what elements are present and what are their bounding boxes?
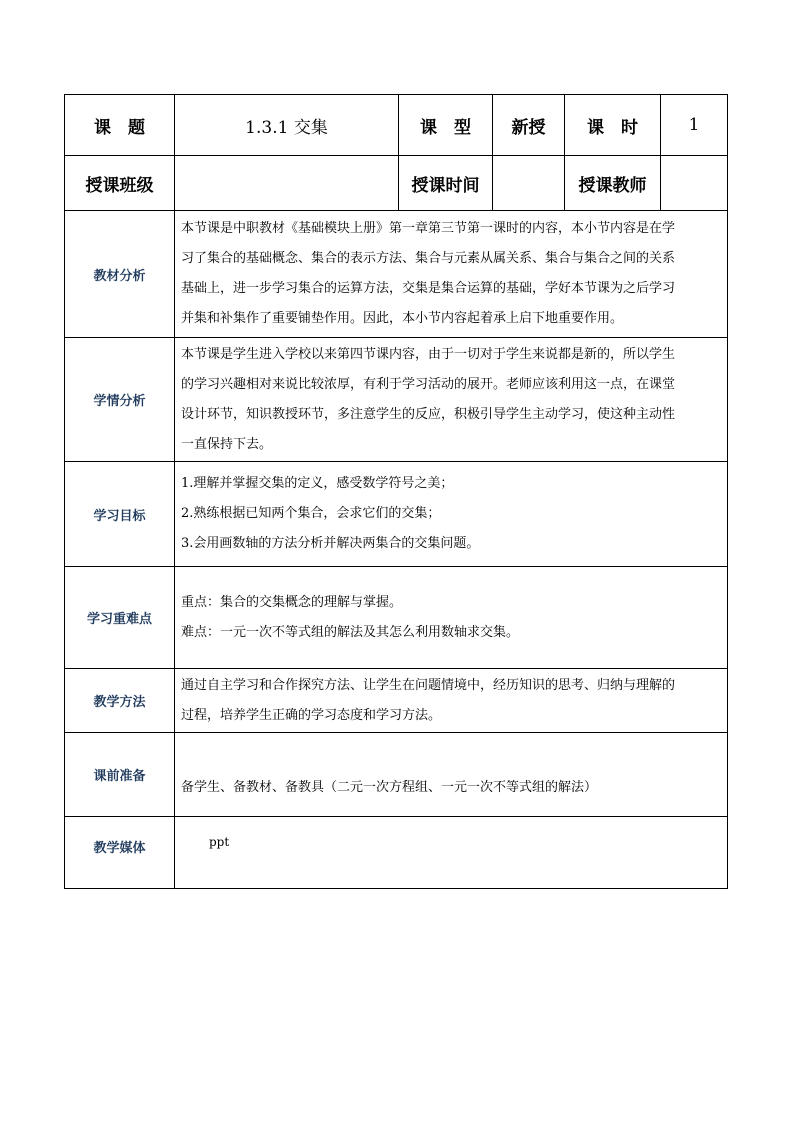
media-row: [65, 817, 728, 889]
method-label: 教学方法: [65, 669, 175, 733]
material-line: 习了集合的基础概念、集合的表示方法、集合与元素从属关系、集合与集合之间的关系: [181, 251, 676, 266]
prep-content: [175, 733, 728, 817]
method-row: [65, 669, 728, 733]
material-line: 本节课是中职教材《基础模块上册》第一章第三节第一课时的内容，本小节内容是在学: [181, 221, 676, 236]
topic-value: 1.3.1 交集: [175, 95, 399, 156]
time-value: [493, 156, 565, 211]
material-line: 基础上，进一步学习集合的运算方法，交集是集合运算的基础，学好本节课为之后学习: [181, 281, 676, 296]
goals-line: 3.会用画数轴的方法分析并解决两集合的交集问题。: [181, 536, 480, 551]
class-value: [175, 156, 399, 211]
hours-label: 课 时: [565, 95, 661, 156]
keypoints-content: [175, 567, 728, 669]
goals-row: [65, 462, 728, 567]
prep-line: 备学生、备教材、备教具（二元一次方程组、一元一次不等式组的解法）: [181, 779, 598, 795]
students-line: 的学习兴趣相对来说比较浓厚，有利于学习活动的展开。老师应该利用这一点，在课堂: [181, 376, 676, 392]
goals-label: 学习目标: [65, 462, 175, 567]
keypoints-line: 重点：集合的交集概念的理解与掌握。: [181, 594, 403, 610]
goals-line: 2.熟练根据已知两个集合，会求它们的交集；: [181, 506, 441, 521]
class-info-row: [65, 156, 728, 211]
material-label: 教材分析: [65, 211, 175, 338]
teacher-label: 授课教师: [565, 156, 661, 211]
class-label: 授课班级: [65, 156, 175, 211]
hours-value: 1: [661, 95, 728, 156]
teacher-value: [661, 156, 728, 211]
students-content: [175, 338, 728, 462]
method-line: 过程，培养学生正确的学习态度和学习方法。: [181, 707, 442, 723]
students-label: 学情分析: [65, 338, 175, 462]
media-label: 教学媒体: [65, 817, 175, 889]
material-line: 并集和补集作了重要铺垫作用。因此，本小节内容起着承上启下地重要作用。: [181, 311, 624, 326]
keypoints-label: 学习重难点: [65, 567, 175, 669]
goals-content: [175, 462, 728, 567]
prep-label: 课前准备: [65, 733, 175, 817]
header-row: [65, 95, 728, 156]
students-line: 本节课是学生进入学校以来第四节课内容，由于一切对于学生来说都是新的，所以学生: [181, 346, 676, 362]
method-line: 通过自主学习和合作探究方法、让学生在问题情境中，经历知识的思考、归纳与理解的: [181, 677, 676, 693]
time-label: 授课时间: [399, 156, 493, 211]
type-value: 新授: [493, 95, 565, 156]
method-content: [175, 669, 728, 733]
topic-label: 课 题: [65, 95, 175, 156]
goals-line: 1.理解并掌握交集的定义，感受数学符号之美；: [181, 476, 454, 491]
material-row: [65, 211, 728, 338]
prep-row: [65, 733, 728, 817]
type-label: 课 型: [399, 95, 493, 156]
lesson-plan-table: [64, 94, 728, 889]
media-value: ppt: [175, 817, 728, 889]
students-line: 设计环节，知识教授环节，多注意学生的反应，积极引导学生主动学习，使这种主动性: [181, 406, 676, 422]
keypoints-line: 难点：一元一次不等式组的解法及其怎么利用数轴求交集。: [181, 624, 520, 640]
keypoints-row: [65, 567, 728, 669]
students-line: 一直保持下去。: [181, 436, 273, 452]
students-row: [65, 338, 728, 462]
material-content: [175, 211, 728, 338]
